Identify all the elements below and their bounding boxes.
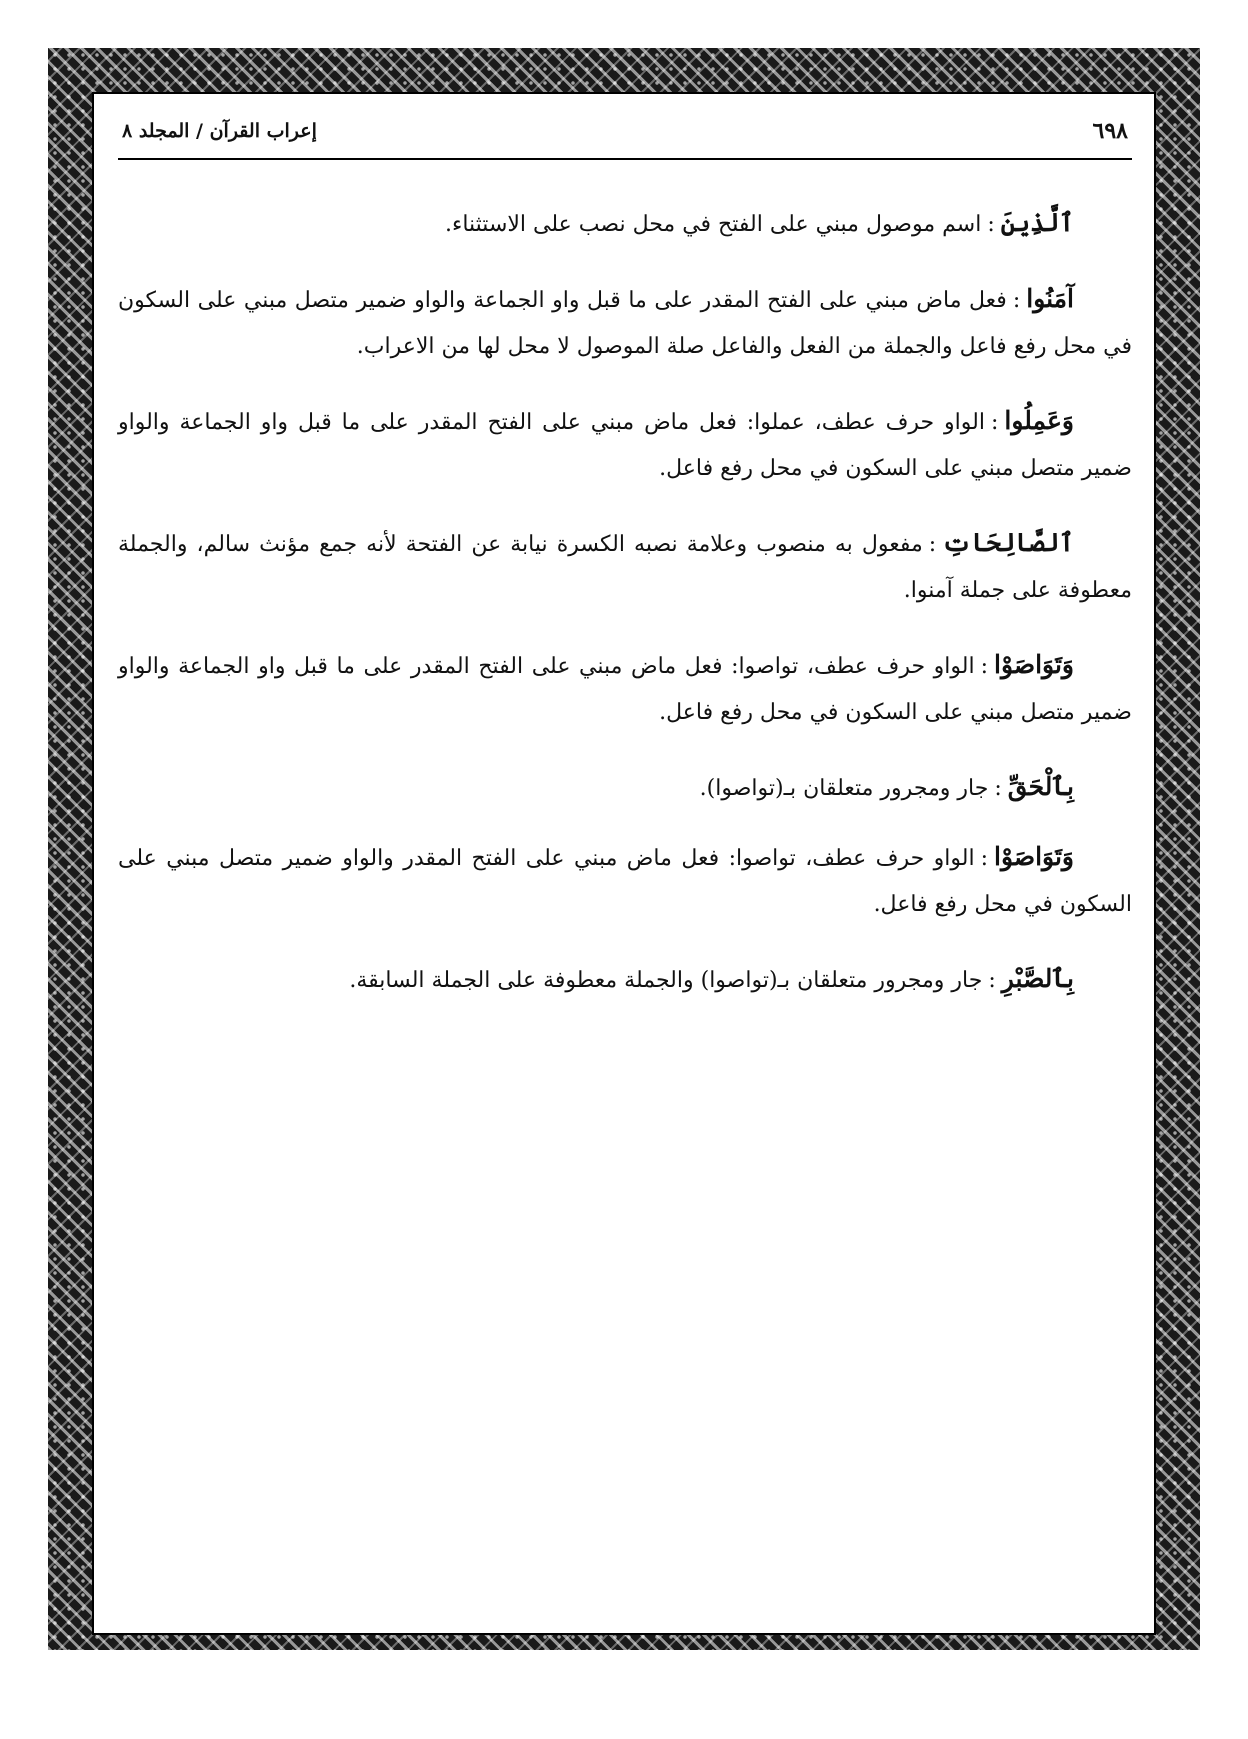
entry-bil-haqq — [118, 764, 1132, 812]
entry-term: وَعَمِلُوا — [1004, 406, 1074, 435]
entry-separator: : — [1012, 288, 1021, 313]
entry-separator: : — [980, 846, 989, 871]
entry-separator: : — [994, 776, 1002, 801]
page-content — [118, 200, 1132, 1032]
entry-tawasaw-2 — [118, 834, 1132, 928]
entry-text: مفعول به منصوب وعلامة نصبه الكسرة نيابة عن الفتحة لأنه جمع مؤنث سالم، والجملة معطوفة على جملة آمنوا. — [118, 532, 1132, 603]
entry-assalihat — [118, 520, 1132, 614]
entry-alladhina — [118, 200, 1132, 248]
entry-term: آمَنُوا — [1026, 284, 1074, 313]
entry-term: ٱلَّذِينَ — [1000, 208, 1074, 237]
page-header — [118, 112, 1132, 160]
entry-wa-amilu — [118, 398, 1132, 492]
entry-term: بِٱلْحَقِّ — [1007, 772, 1074, 801]
entry-text: اسم موصول مبني على الفتح في محل نصب على الاستثناء. — [444, 212, 982, 237]
entry-separator: : — [928, 532, 937, 557]
running-title: إعراب القرآن / المجلد ٨ — [122, 120, 317, 142]
entry-separator: : — [980, 654, 989, 679]
entry-text: الواو حرف عطف، عملوا: فعل ماض مبني على الفتح المقدر على ما قبل واو الجماعة والواو ضمير متصل مبني على السكون في محل رفع فاعل. — [118, 410, 1132, 481]
entry-separator: : — [987, 212, 995, 237]
entry-text: الواو حرف عطف، تواصوا: فعل ماض مبني على الفتح المقدر والواو ضمير متصل مبني على السكون في محل رفع فاعل. — [118, 846, 1132, 917]
entry-separator: : — [988, 968, 996, 993]
entry-text: جار ومجرور متعلقان بـ(تواصوا). — [699, 776, 989, 801]
entry-bis-sabr — [118, 956, 1132, 1004]
entry-term: وَتَوَاصَوْا — [994, 842, 1074, 871]
page-number: ٦٩٨ — [1092, 118, 1128, 144]
entry-tawasaw-1 — [118, 642, 1132, 736]
entry-text: فعل ماض مبني على الفتح المقدر على ما قبل واو الجماعة والواو ضمير متصل مبني على السكون في محل رفع فاعل والجملة من الفعل والفاعل صلة الموصول لا محل لها من الاعراب. — [118, 288, 1132, 359]
entry-text: الواو حرف عطف، تواصوا: فعل ماض مبني على الفتح المقدر على ما قبل واو الجماعة والواو ضمير متصل مبني على السكون في محل رفع فاعل. — [118, 654, 1132, 725]
entry-term: بِٱلصَّبْرِ — [1001, 964, 1074, 993]
entry-term: ٱلصَّالِحَاتِ — [942, 528, 1074, 557]
entry-text: جار ومجرور متعلقان بـ(تواصوا) والجملة معطوفة على الجملة السابقة. — [349, 968, 983, 993]
entry-separator: : — [990, 410, 999, 435]
entry-amanu — [118, 276, 1132, 370]
entry-term: وَتَوَاصَوْا — [994, 650, 1074, 679]
